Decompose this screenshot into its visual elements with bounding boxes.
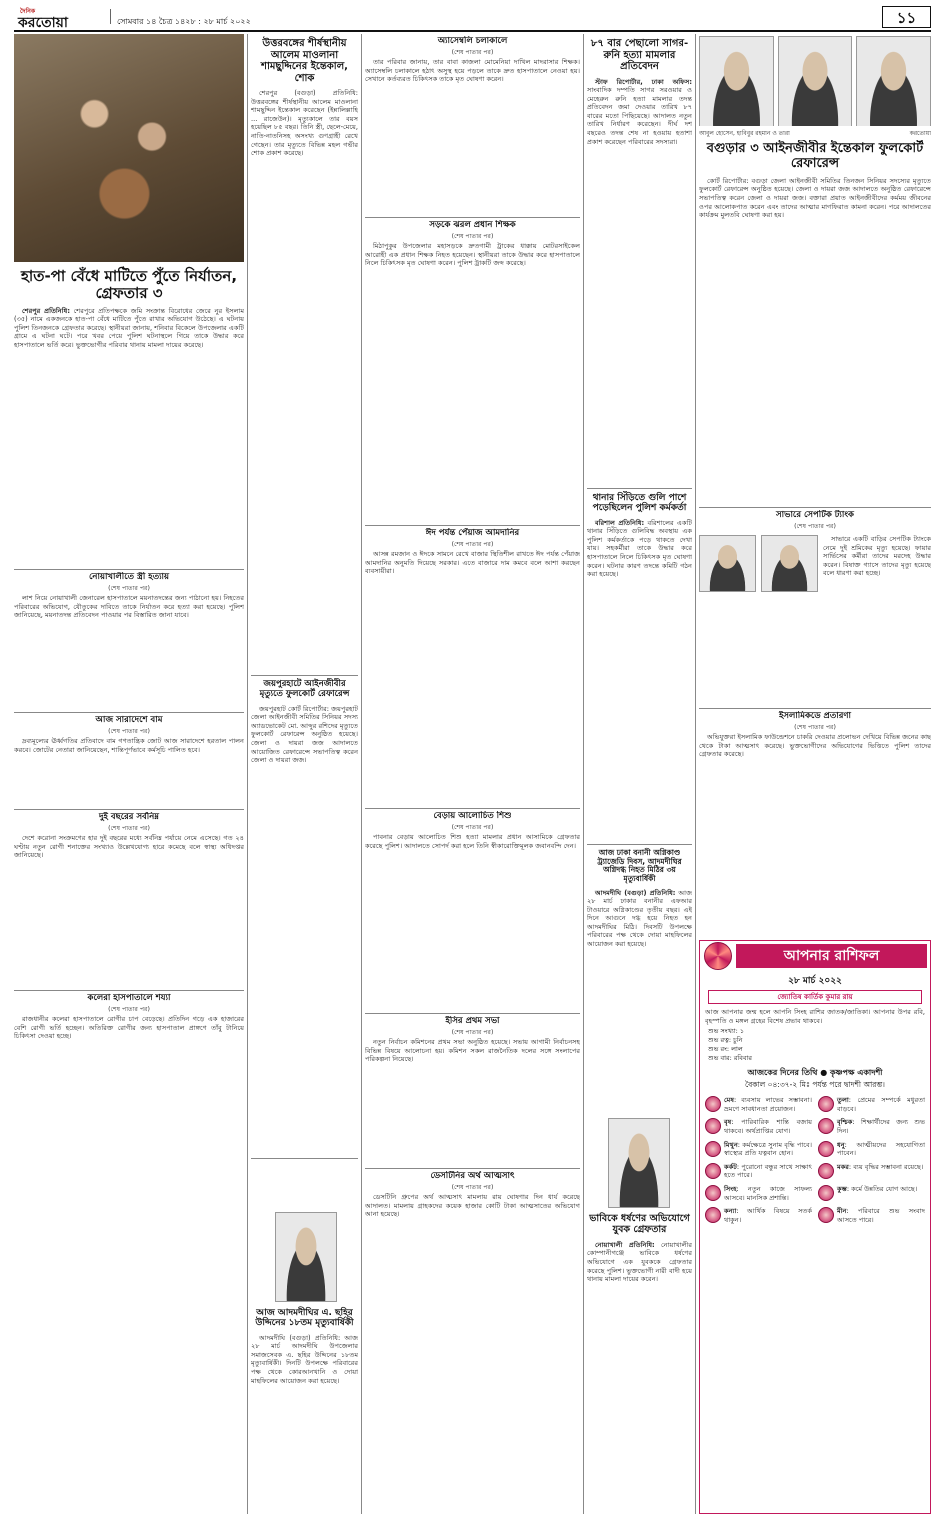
continued-note: (শেষ পাতার পর) — [794, 523, 836, 530]
rashi-item: তুলা: প্রেমের সম্পর্কে মধুরতা বাড়বে। — [818, 1096, 925, 1113]
rashi-item: কন্যা: আর্থিক বিষয়ে সতর্ক থাকুন। — [705, 1207, 812, 1224]
story-onion — [365, 528, 580, 805]
horoscope-title: আপনার রাশিফল — [736, 944, 927, 968]
story-police-body: বরিশালের একটি থানার সিঁড়িতে গুলিবিদ্ধ অবস্থায় এক পুলিশ কর্মকর্তাকে পড়ে থাকতে দেখা যায়। সহকর্মীরা তাকে উদ্ধার করে হাসপাতালে নিলে চিকিৎসক মৃত ঘোষণা করেন। ঘটনার কারণ তদন্তে কমিটি গঠন করা হয়েছে। — [587, 518, 692, 579]
story-alem-headline: উত্তরবঙ্গের শীর্ষস্থানীয় আলেম মাওলানা শামছুদ্দিনের ইন্তেকাল, শোক — [261, 38, 348, 84]
section-rule — [365, 525, 580, 526]
story-police-headline: থানার সিঁড়িতে গুলি পাশে পড়েছিলেন পুলিশ কর্মকর্তা — [592, 493, 687, 514]
section-rule — [14, 569, 244, 570]
lucky-items — [700, 1027, 930, 1063]
continued-note: (শেষ পাতার পর) — [451, 233, 494, 240]
story-islamic-body: অভিযুক্তরা ইসলামিক ফাউন্ডেশনে চাকরি দেওয়ার প্রলোভন দেখিয়ে বিভিন্ন জনের কাছ থেকে টাকা আত্মসাৎ করেছে। ভুক্তভোগীদের অভিযোগের ভিত্তিতে পুলিশ তাদের গ্রেফতার করেছে। — [699, 733, 931, 759]
story-noakhali-body: লাশ নিয়ে নোয়াখালী জেনারেল হাসপাতালে ময়নাতদন্তের জন্য পাঠানো হয়। নিহতের পরিবারের অভিযোগ, যৌতুকের দাবিতে তাকে নির্যাতন করে হত্যা করা হয়েছে। পুলিশ জানিয়েছে, ময়নাতদন্ত প্রতিবেদন পাওয়ার পর বিস্তারিত জানা যাবে। — [14, 594, 244, 620]
continued-note: (শেষ পাতার পর) — [451, 824, 494, 831]
obituary-body: আদমদীঘি (বগুড়া) প্রতিনিধি: আজ ২৮ মার্চ আদমদীঘি উপজেলার সমাজসেবক এ. ছহির উদ্দিনের ১৮তম মৃত্যুবার্ষিকী। দিনটি উপলক্ষে পরিবারের পক্ষ থেকে কোরআনখানি ও দোয়া মাহফিলের আয়োজন করা হয়েছে। — [251, 1333, 358, 1385]
lucky-item: শুভ রত্ন: চুনি — [708, 1036, 743, 1045]
story-islamic — [699, 711, 931, 936]
victim-photo-2 — [761, 535, 818, 592]
tithi-detail: বৈকাল ০৪:৩৭-২ মিঃ পর্যন্ত পরে দ্বাদশী আরম্ভ। — [745, 1080, 885, 1090]
libra-icon — [818, 1096, 834, 1112]
photo-caption: আবুল হোসেন, হাবিবুর রহমান ও তারা — [699, 130, 790, 137]
rashi-item: বৃষ: পারিবারিক শান্তি বজায় থাকবে। অর্থপ্রাপ্তির যোগ। — [705, 1118, 812, 1135]
story-anniversary-byline: আদমদীঘি (বগুড়া) প্রতিনিধি: — [595, 888, 676, 897]
story-jaipurhat — [251, 678, 358, 1156]
column-divider — [583, 34, 584, 1514]
continued-note: (শেষ পাতার পর) — [451, 1029, 494, 1036]
section-rule — [699, 507, 931, 508]
sagittarius-icon — [818, 1141, 834, 1157]
virgo-icon — [705, 1207, 721, 1223]
rashi-item: মেষ: ব্যবসায় লাভের সম্ভাবনা। ভ্রমণে সাবধানতা প্রয়োজন। — [705, 1096, 812, 1113]
story-destiny-body: ডেসটিনি গ্রুপের অর্থ আত্মসাৎ মামলায় রায় ঘোষণার দিন ধার্য করেছে আদালত। মামলায় গ্রাহকদের কয়েক হাজার কোটি টাকা আত্মসাতের অভিযোগ আনা হয়েছে। — [365, 1193, 580, 1219]
story-police-byline: বরিশাল প্রতিনিধি: — [595, 518, 645, 527]
story-noakhali-headline: নোয়াখালীতে স্ত্রী হত্যায় — [88, 572, 170, 582]
rashi-grid — [700, 1096, 930, 1227]
rashi-item: ধনু: আত্মীয়দের সহযোগিতা পাবেন। — [818, 1141, 925, 1158]
story-destiny — [365, 1171, 580, 1513]
continued-note: (শেষ পাতার পর) — [451, 49, 494, 56]
continued-note: (শেষ পাতার পর) — [451, 541, 494, 548]
story-two-years — [14, 812, 244, 988]
page-number: ১১ — [896, 9, 917, 27]
story-destiny-headline: ডেসটিনির অর্থ আত্মসাৎ — [430, 1171, 515, 1181]
rashi-item: সিংহ: নতুন কাজে সাফল্য আসবে। মানসিক প্রশান্তি। — [705, 1185, 812, 1202]
story-alem-body: শেরপুর (বগুড়া) প্রতিনিধি: উত্তরবঙ্গের শীর্ষস্থানীয় আলেম মাওলানা শামছুদ্দিন ইন্তেকাল করেছেন (ইন্নালিল্লাহি ... রাজেউন)। মৃত্যুকালে তার বয়স হয়েছিল ৮৫ বছর। তিনি স্ত্রী, ছেলে-মেয়ে, নাতি-নাতনিসহ অসংখ্য গুণগ্রাহী রেখে গেছেন। তার মৃত্যুতে বিভিন্ন মহল গভীর শোক প্রকাশ করেছে। — [251, 89, 358, 158]
rashi-item: মিথুন: কর্মক্ষেত্রে সুনাম বৃদ্ধি পাবে। স্বাস্থ্যের প্রতি যত্নবান হোন। — [705, 1141, 812, 1158]
column-divider — [695, 34, 696, 1514]
column-divider — [361, 34, 362, 1514]
continued-note: (শেষ পাতার পর) — [108, 1006, 150, 1013]
dateline-box — [110, 9, 350, 24]
story-children-body: পাবনার বেড়ায় আলোচিত শিশু হত্যা মামলার প্রধান আসামিকে গ্রেফতার করেছে পুলিশ। আদালতে সোপর্দ করা হলে তিনি স্বীকারোক্তিমূলক জবানবন্দি দেন। — [365, 833, 580, 850]
section-rule — [365, 1168, 580, 1169]
suspect-photo — [608, 1118, 670, 1208]
continued-note: (শেষ পাতার পর) — [108, 585, 150, 592]
story-assembly-headline: অ্যাসেম্বলি চলাকালে — [437, 36, 508, 46]
logo-main-text: করতোয়া — [18, 15, 68, 28]
masthead-rule — [14, 30, 931, 32]
logo-small-text: দৈনিক — [20, 8, 36, 15]
horoscope-astrologer: জ্যোতিষ কার্তিক কুমার রায় — [708, 990, 922, 1004]
tithi-title: আজকের দিনের তিথি ● কৃষ্ণপক্ষ একাদশী — [747, 1068, 883, 1078]
story-rune-body: সাংবাদিক দম্পতি সাগর সরওয়ার ও মেহেরুন রুনি হত্যা মামলার তদন্ত প্রতিবেদন জমা দেওয়ার তারিখ ৮৭ বারের মতো পিছিয়েছে। আদালত নতুন তারিখ নির্ধারণ করেছেন। দীর্ঘ দশ বছরেও তদন্ত শেষ না হওয়ায় হতাশা প্রকাশ করেছেন পরিবারের সদস্যরা। — [587, 86, 692, 146]
story-torture-body: শেরপুরে প্রতিপক্ষকে জমি সংক্রান্ত বিরোধের জেরে নুর ইসলাম (৩৫) নামে একজনকে হাত-পা বেঁধে মাটিতে পুঁতে রাখার অভিযোগ উঠেছে। এ ঘটনায় পুলিশ তিনজনকে গ্রেফতার করেছে। স্থানীয়রা জানায়, শনিবার বিকেলে উপজেলার একটি গ্রামে এ ঘটনা ঘটে। পরে খবর পেয়ে পুলিশ ঘটনাস্থলে গিয়ে তাকে উদ্ধার করে হাসপাতালে ভর্তি করে। ভুক্তভোগীর পরিবার থানায় মামলা দায়ের করেছে। — [14, 306, 244, 349]
story-rune-headline: ৮৭ বার পেছালো সাগর-রুনি হত্যা মামলার প্রতিবেদন — [590, 38, 689, 72]
horoscope-header — [700, 941, 930, 971]
column-divider — [247, 34, 248, 1514]
story-rune — [587, 36, 692, 484]
story-children — [365, 811, 580, 1011]
lucky-item: শুভ বার: রবিবার — [708, 1054, 752, 1063]
horoscope-date: ২৮ মার্চ ২০২২ — [788, 976, 842, 986]
obituary-headline: আজ আদমদীঘির এ. ছহির উদ্দিনের ১৮তম মৃত্যুবার্ষিকী — [255, 1308, 354, 1329]
section-rule — [14, 809, 244, 810]
obituary-photo — [275, 1212, 337, 1302]
story-jaipurhat-headline: জয়পুরহাটে আইনজীবীর মৃত্যুতে ফুলকোর্ট রেফারেন্স — [259, 679, 350, 699]
story-islamic-headline: ইসলামিকডে প্রতারণা — [778, 711, 852, 721]
story-children-headline: বেড়ায় আলোচিত শিশু — [433, 811, 512, 821]
lawyer-photo-2 — [778, 36, 853, 126]
photo-credit: করতোয়া — [909, 130, 931, 137]
section-rule — [251, 1158, 358, 1159]
section-rule — [365, 808, 580, 809]
newspaper-logo — [14, 6, 106, 28]
obituary — [251, 1306, 358, 1514]
story-jaipurhat-body: জয়পুরহাট কোর্ট রিপোর্টার: জয়পুরহাট জেলা আইনজীবী সমিতির সিনিয়র সদস্য অ্যাডভোকেট মো. আব্দুর রশিদের মৃত্যুতে ফুলকোর্ট রেফারেন্স অনুষ্ঠিত হয়েছে। জেলা ও দায়রা জজ আদালতে আয়োজিত রেফারেন্সে সভাপতিত্ব করেন জেলা ও দায়রা জজ। — [251, 704, 358, 765]
continued-note: (শেষ পাতার পর) — [794, 724, 836, 731]
gemini-icon — [705, 1141, 721, 1157]
aries-icon — [705, 1096, 721, 1112]
leo-icon — [705, 1185, 721, 1201]
aquarius-icon — [818, 1185, 834, 1201]
story-noakhali — [14, 572, 244, 710]
story-onion-headline: ঈদ পর্যন্ত পেঁয়াজ আমদানির — [425, 528, 520, 538]
story-headmaster-headline: সড়কে ঝরল প্রধান শিক্ষক — [429, 220, 516, 230]
section-rule — [699, 708, 931, 709]
rashi-item: কুম্ভ: কর্মে উন্নতির যোগ আছে। — [818, 1185, 925, 1202]
lucky-item: শুভ সংখ্যা: ১ — [708, 1027, 745, 1036]
rashi-item: বৃশ্চিক: শিক্ষার্থীদের জন্য শুভ দিন। — [818, 1118, 925, 1135]
story-torture-byline: শেরপুর প্রতিনিধি: — [22, 306, 70, 315]
story-assembly-body: তার পরিবার জানায়, তার বাবা কাজলা মোমেনিয়া দাখিল মাদরাসার শিক্ষক। অ্যাসেম্বলি চলাকালে হঠাৎ অসুস্থ হয়ে পড়লে তাকে দ্রুত হাসপাতালে নেওয়া হয়। সেখানে কর্তব্যরত চিকিৎসক তাকে মৃত ঘোষণা করেন। — [365, 58, 580, 84]
section-rule — [365, 217, 580, 218]
horoscope-box — [699, 940, 931, 1514]
section-rule — [251, 675, 358, 676]
story-ec-headline: ইসির প্রথম সভা — [445, 1016, 500, 1026]
section-rule — [365, 1013, 580, 1014]
page-number-box — [882, 6, 931, 28]
story-torture — [14, 266, 244, 566]
lucky-item: শুভ রং: লাল — [708, 1045, 743, 1054]
story-lawyers-headline: বগুড়ার ৩ আইনজীবীর ইন্তেকাল ফুলকোর্ট রেফারেন্স — [706, 141, 924, 171]
story-headmaster-body: মিঠাপুকুর উপজেলার মহাসড়কে দ্রুতগামী ট্রাকের ধাক্কায় মোটরসাইকেল আরোহী এক প্রধান শিক্ষক নিহত হয়েছেন। স্থানীয়রা তাকে উদ্ধার করে হাসপাতালে নিলে চিকিৎসক মৃত ঘোষণা করেন। পুলিশ ট্রাকটি জব্দ করেছে। — [365, 242, 580, 268]
capricorn-icon — [818, 1163, 834, 1179]
story-rape-headline: ভাবিকে ধর্ষণের অভিযোগে যুবক গ্রেফতার — [589, 1213, 690, 1235]
continued-note: (শেষ পাতার পর) — [108, 728, 150, 735]
section-rule — [587, 844, 692, 845]
story-headmaster — [365, 220, 580, 522]
story-ec-body: নতুন নির্বাচন কমিশনের প্রথম সভা অনুষ্ঠিত হয়েছে। সভায় আগামী নির্বাচনসহ বিভিন্ন বিষয়ে আলোচনা হয়। কমিশন সকল রাজনৈতিক দলের সঙ্গে সংলাপের পরিকল্পনা নিয়েছে। — [365, 1038, 580, 1064]
story-left-body: দ্রব্যমূল্যের ঊর্ধ্বগতির প্রতিবাদে বাম গণতান্ত্রিক জোট আজ সারাদেশে হরতাল পালন করবে। জোটের নেতারা জানিয়েছেন, শান্তিপূর্ণভাবে কর্মসূচি পালিত হবে। — [14, 737, 244, 754]
lawyers-caption — [699, 128, 931, 138]
rashi-item: মীন: পরিবারে শুভ সংবাদ আসতে পারে। — [818, 1207, 925, 1224]
story-left-alliance — [14, 715, 244, 807]
rashi-item: মকর: ব্যয় বৃদ্ধির সম্ভাবনা রয়েছে। — [818, 1163, 925, 1180]
story-two-years-headline: দুই বছরের সর্বনিম্ন — [98, 812, 159, 822]
masthead — [14, 6, 931, 28]
story-rape — [587, 1212, 692, 1513]
story-police — [587, 491, 692, 841]
story-cholera-body: রাজধানীর কলেরা হাসপাতালে রোগীর চাপ বেড়েছে। প্রতিদিন গড়ে এক হাজারের বেশি রোগী ভর্তি হচ্ছেন। অতিরিক্ত রোগীর জন্য হাসপাতাল প্রাঙ্গণে তাঁবু টানিয়ে চিকিৎসা দেওয়া হচ্ছে। — [14, 1015, 244, 1041]
scorpio-icon — [818, 1118, 834, 1134]
story-torture-headline: হাত-পা বেঁধে মাটিতে পুঁতে নির্যাতন, গ্রেফতার ৩ — [20, 267, 238, 303]
story-left-headline: আজ সারাদেশে বাম — [95, 715, 163, 725]
story-two-years-body: দেশে করোনা সংক্রমণের হার দুই বছরের মধ্যে সর্বনিম্ন পর্যায়ে নেমে এসেছে। গত ২৪ ঘণ্টায় নতুন রোগী শনাক্তের সংখ্যাও উল্লেখযোগ্য হারে কমেছে বলে স্বাস্থ্য অধিদপ্তর জানিয়েছে। — [14, 834, 244, 860]
zodiac-wheel-icon — [704, 942, 732, 970]
story-anniversary-body: আজ ২৮ মার্চ ঢাকার বনানীর এফআর টাওয়ারে অগ্নিকাণ্ডের তৃতীয় বছর। এই দিনে আগুনে দগ্ধ হয়ে নিহত হন আদমদীঘির মিঠি। দিবসটি উপলক্ষে পরিবারের পক্ষ থেকে দোয়া মাহফিলের আয়োজন করা হয়েছে। — [587, 888, 692, 949]
pisces-icon — [818, 1207, 834, 1223]
story-cholera-headline: কলেরা হাসপাতালে শয্যা — [87, 993, 171, 1003]
story-onion-body: আসন্ন রমজান ও ঈদকে সামনে রেখে বাজার স্থিতিশীল রাখতে ঈদ পর্যন্ত পেঁয়াজ আমদানির অনুমতি দিয়েছে সরকার। এতে বাজারে দাম কমবে বলে আশা করছেন ব্যবসায়ীরা। — [365, 550, 580, 576]
story-cholera — [14, 993, 244, 1513]
continued-note: (শেষ পাতার পর) — [451, 1184, 494, 1191]
story-septic-body: সাভারে একটি বাড়ির সেপটিক ট্যাংকে নেমে দুই শ্রমিকের মৃত্যু হয়েছে। ফায়ার সার্ভিসের কর্মীরা তাদের মরদেহ উদ্ধার করেন। বিষাক্ত গ্যাসে তাদের মৃত্যু হয়েছে বলে ধারণা করা হচ্ছে। — [823, 535, 931, 578]
cancer-icon — [705, 1163, 721, 1179]
victim-photo-1 — [699, 535, 756, 592]
continued-note: (শেষ পাতার পর) — [108, 825, 150, 832]
lawyer-photo-3 — [856, 36, 931, 126]
story-rune-byline: স্টাফ রিপোর্টার, ঢাকা অফিস: — [595, 77, 692, 86]
section-rule — [14, 990, 244, 991]
story-assembly — [365, 36, 580, 214]
story-alem — [251, 36, 358, 671]
dateline: সোমবার ১৪ চৈত্র ১৪২৮ ; ২৮ মার্চ ২০২২ — [117, 17, 251, 24]
story-septic-headline: সাভারে সেপটিক ট্যাংক — [776, 510, 854, 520]
lawyer-photo-1 — [699, 36, 774, 126]
horoscope-intro: আজ আপনার জন্ম হলে আপনি সিংহ রাশির জাতক/জাতিকা। আপনার উপর রবি, বৃহস্পতি ও মঙ্গল গ্রহের বিশেষ প্রভাব থাকবে। — [705, 1008, 925, 1025]
taurus-icon — [705, 1118, 721, 1134]
story-ec — [365, 1016, 580, 1166]
section-rule — [14, 712, 244, 713]
arrest-photo — [14, 34, 244, 262]
story-septic — [699, 510, 931, 705]
story-rape-byline: নোয়াখালী প্রতিনিধি: — [595, 1240, 655, 1249]
section-rule — [587, 488, 692, 489]
story-lawyers — [699, 140, 931, 504]
story-lawyers-body: কোর্ট রিপোর্টার: বগুড়া জেলা আইনজীবী সমিতির তিনজন সিনিয়র সদস্যের মৃত্যুতে ফুলকোর্ট রেফারেন্স অনুষ্ঠিত হয়েছে। জেলা ও দায়রা জজ আদালতে অনুষ্ঠিত রেফারেন্সে সভাপতিত্ব করেন জেলা ও দায়রা জজ। বক্তারা প্রয়াত আইনজীবীদের কর্মময় জীবনের ওপর আলোকপাত করেন এবং তাদের আত্মার মাগফিরাত কামনা করেন। পরে আদালতের কার্যক্রম মুলতবি ঘোষণা করা হয়। — [699, 176, 931, 220]
story-anniversary-headline: আজ ঢাকা বনানী অগ্নিকাণ্ড ট্র্যাজেডি দিবস, আদমদীঘির অগ্নিদগ্ধ নিহত মিঠির ৩য় মৃত্যুবার্ষিকী — [597, 848, 682, 883]
story-rape-body: নোয়াখালীর কোম্পানীগঞ্জে ভাবিকে ধর্ষণের অভিযোগে এক যুবককে গ্রেফতার করেছে পুলিশ। ভুক্তভোগী নারী বাদী হয়ে থানায় মামলা দায়ের করেন। — [587, 1240, 692, 1284]
story-anniversary — [587, 847, 692, 1115]
lawyers-photo-strip — [699, 36, 931, 126]
rashi-item: কর্কট: পুরোনো বন্ধুর সাথে সাক্ষাৎ হতে পারে। — [705, 1163, 812, 1180]
